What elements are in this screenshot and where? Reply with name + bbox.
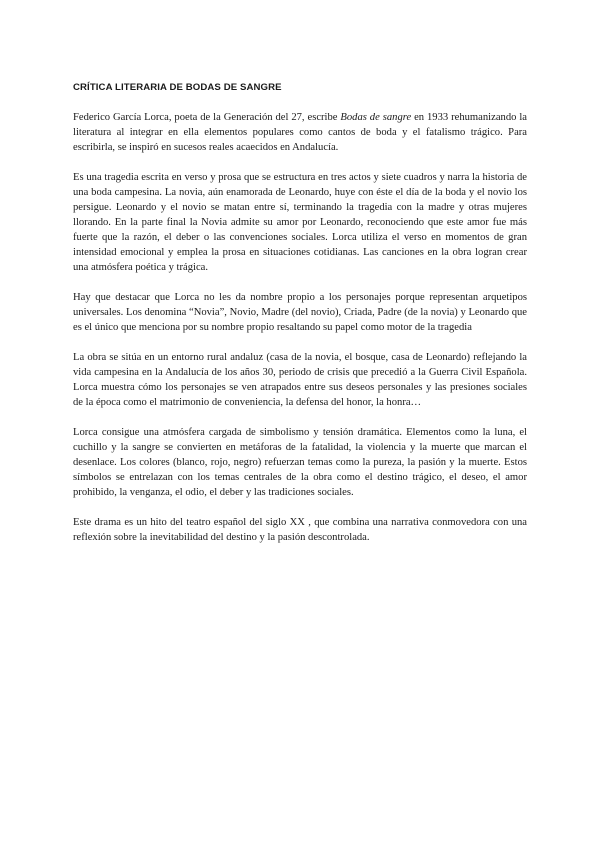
paragraph-characters: Hay que destacar que Lorca no les da nombre propio a los personajes porque representan arquetipos universales. Los denomina “Novia”, Novio, Madre (del novio), Criada, Padre (de la novia) y Leonardo que es el único que menciona por su nombre propio resaltando su papel como motor de la tragedia (73, 292, 527, 333)
intro-text-start: Federico García Lorca, poeta de la Generación del 27, escribe (73, 112, 341, 123)
document-page (73, 80, 527, 560)
paragraph-structure: Es una tragedia escrita en verso y prosa que se estructura en tres actos y siete cuadros y narra la historia de una boda campesina. La novia, aún enamorada de Leonardo, huye con éste el día de la boda y el novio los persigue. Leonardo y el novio se matan entre sí, terminando la tragedia con la madre y otras mujeres llorando. En la parte final la Novia admite su amor por Leonardo, reconociendo que este amor fue más fuerte que la razón, el deber o las convenciones sociales. Lorca utiliza el verso en momentos de gran intensidad emocional y emplea la prosa en situaciones cotidianas. Las canciones en la obra logran crear una atmósfera poética y trágica. (73, 172, 527, 273)
paragraph-setting: La obra se sitúa en un entorno rural andaluz (casa de la novia, el bosque, casa de Leonardo) reflejando la vida campesina en la Andalucía de los años 30, periodo de crisis que precedió a la Guerra Civil Española. Lorca muestra cómo los personajes se ven atrapados entre sus deseos personales y las presiones sociales de la época como el matrimonio de conveniencia, la defensa del honor, la honra… (73, 352, 527, 408)
document-title: CRÍTICA LITERARIA DE BODAS DE SANGRE (73, 82, 282, 93)
intro-text-end: en 1933 rehumanizando la literatura al integrar en ella elementos populares como cantos de boda y el fatalismo trágico. Para escribirla, se inspiró en sucesos reales acaecidos en Andalucía. (73, 112, 527, 153)
paragraph-conclusion: Este drama es un hito del teatro español del siglo XX , que combina una narrativa conmovedora con una reflexión sobre la inevitabilidad del destino y la pasión descontrolada. (73, 517, 527, 543)
paragraph-symbolism: Lorca consigue una atmósfera cargada de simbolismo y tensión dramática. Elementos como la luna, el cuchillo y la sangre se convierten en metáforas de la fatalidad, la violencia y la muerte que marcan el desenlace. Los colores (blanco, rojo, negro) refuerzan temas como la pureza, la pasión y la muerte. Estos símbolos se entrelazan con los temas centrales de la obra como el destino trágico, el deseo, el amor prohibido, la venganza, el odio, el deber y las tradiciones sociales. (73, 427, 527, 498)
paragraph-intro (73, 110, 527, 155)
work-title-italic: Bodas de sangre (340, 112, 412, 123)
